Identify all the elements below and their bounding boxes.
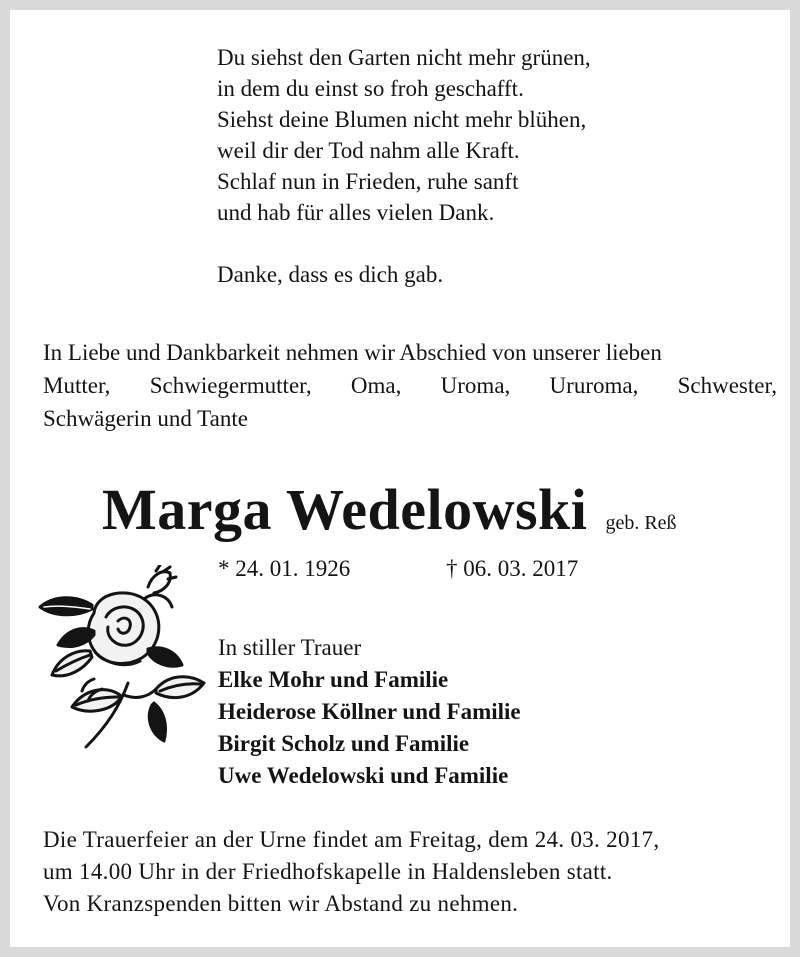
poem-line: in dem du einst so froh geschafft. — [217, 76, 524, 101]
relation-word: Oma, — [350, 373, 402, 398]
relation-word: Schwester, — [677, 373, 777, 398]
poem-line: Schlaf nun in Frieden, ruhe sanft — [217, 169, 519, 194]
mourners — [218, 632, 521, 792]
farewell-intro — [43, 336, 777, 435]
relation-word: Mutter, — [43, 373, 111, 398]
maiden-name: geb. Reß — [605, 512, 677, 534]
funeral-info-line: Von Kranzspenden bitten wir Abstand zu nehmen. — [43, 891, 519, 916]
relation-word: Ururoma, — [549, 373, 639, 398]
poem-thanks: Danke, dass es dich gab. — [217, 262, 444, 287]
funeral-info-line: Die Trauerfeier an der Urne findet am Freitag, dem 24. 03. 2017, — [43, 827, 660, 852]
mourner-family: Birgit Scholz und Familie — [218, 731, 470, 756]
funeral-info-line: um 14.00 Uhr in der Friedhofskapelle in Haldensleben statt. — [43, 859, 613, 884]
intro-line: Schwägerin und Tante — [43, 406, 248, 431]
mourner-family: Elke Mohr und Familie — [218, 667, 449, 692]
mourner-family: Heiderose Köllner und Familie — [218, 699, 521, 724]
deceased-name: Marga Wedelowski — [102, 477, 588, 542]
birth-date: * 24. 01. 1926 — [218, 556, 351, 581]
rose-icon — [36, 565, 208, 750]
poem-line: Du siehst den Garten nicht mehr grünen, — [217, 45, 591, 70]
intro-text: In Liebe und Dankbarkeit nehmen wir Abschied von unserer lieben — [43, 340, 662, 365]
death-date: † 06. 03. 2017 — [446, 556, 579, 581]
mourner-family: Uwe Wedelowski und Familie — [218, 763, 509, 788]
poem-line: Siehst deine Blumen nicht mehr blühen, — [217, 107, 587, 132]
obituary-notice — [10, 10, 790, 947]
poem — [217, 42, 591, 290]
relation-word: Schwiegermutter, — [149, 373, 312, 398]
funeral-info — [43, 824, 783, 920]
deceased-name-row — [102, 476, 677, 543]
life-dates — [218, 556, 579, 582]
poem-line: weil dir der Tod nahm alle Kraft. — [217, 138, 520, 163]
mourning-heading: In stiller Trauer — [218, 635, 362, 660]
intro-line — [43, 336, 777, 369]
relation-word: Uroma, — [440, 373, 511, 398]
intro-line-relations — [43, 369, 777, 402]
poem-spacer — [217, 228, 591, 259]
poem-line: und hab für alles vielen Dank. — [217, 200, 495, 225]
